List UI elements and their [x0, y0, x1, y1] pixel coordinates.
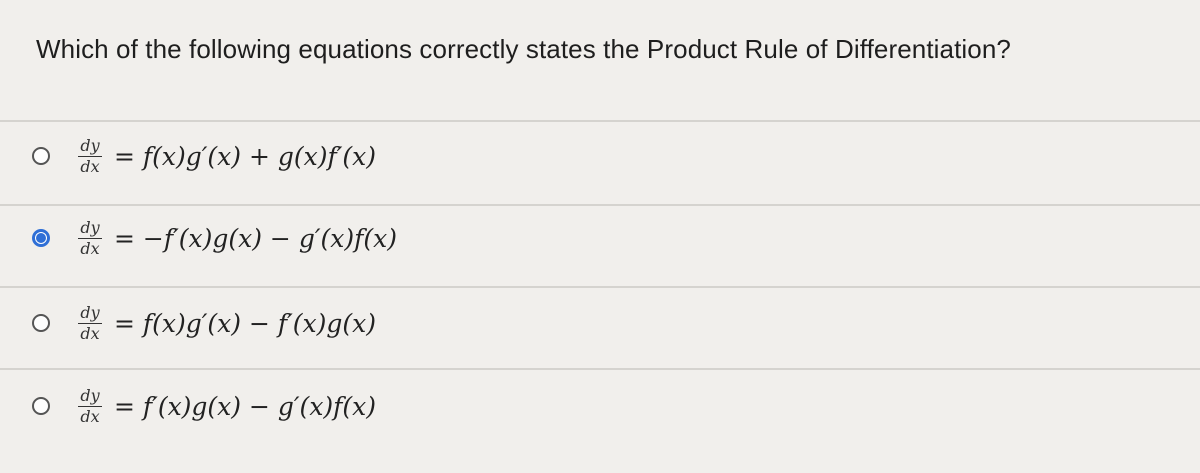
divider [0, 204, 1200, 206]
derivative-fraction [78, 137, 102, 176]
radio-dot-icon [36, 233, 46, 243]
answer-option-1[interactable] [32, 126, 732, 186]
fraction-numerator: dy [80, 385, 100, 405]
fraction-denominator: dx [80, 156, 100, 176]
option-expression: = f(x)g′(x) + g(x)f′(x) [114, 141, 377, 171]
radio-button-selected[interactable] [32, 229, 50, 247]
derivative-fraction [78, 304, 102, 343]
answer-option-4[interactable] [32, 376, 732, 436]
divider [0, 368, 1200, 370]
fraction-numerator: dy [80, 217, 100, 237]
question-text: Which of the following equations correctly states the Product Rule of Differentiation? [36, 34, 1011, 64]
radio-button[interactable] [32, 397, 50, 415]
option-expression: = −f′(x)g(x) − g′(x)f(x) [114, 223, 397, 253]
fraction-denominator: dx [80, 406, 100, 426]
answer-option-2[interactable] [32, 208, 732, 268]
fraction-denominator: dx [80, 238, 100, 258]
option-expression: = f′(x)g(x) − g′(x)f(x) [114, 391, 377, 421]
fraction-numerator: dy [80, 135, 100, 155]
fraction-denominator: dx [80, 323, 100, 343]
derivative-fraction [78, 387, 102, 426]
fraction-numerator: dy [80, 302, 100, 322]
divider [0, 286, 1200, 288]
answer-option-3[interactable] [32, 293, 732, 353]
derivative-fraction [78, 219, 102, 258]
radio-button[interactable] [32, 314, 50, 332]
option-expression: = f(x)g′(x) − f′(x)g(x) [114, 308, 377, 338]
divider [0, 120, 1200, 122]
radio-button[interactable] [32, 147, 50, 165]
